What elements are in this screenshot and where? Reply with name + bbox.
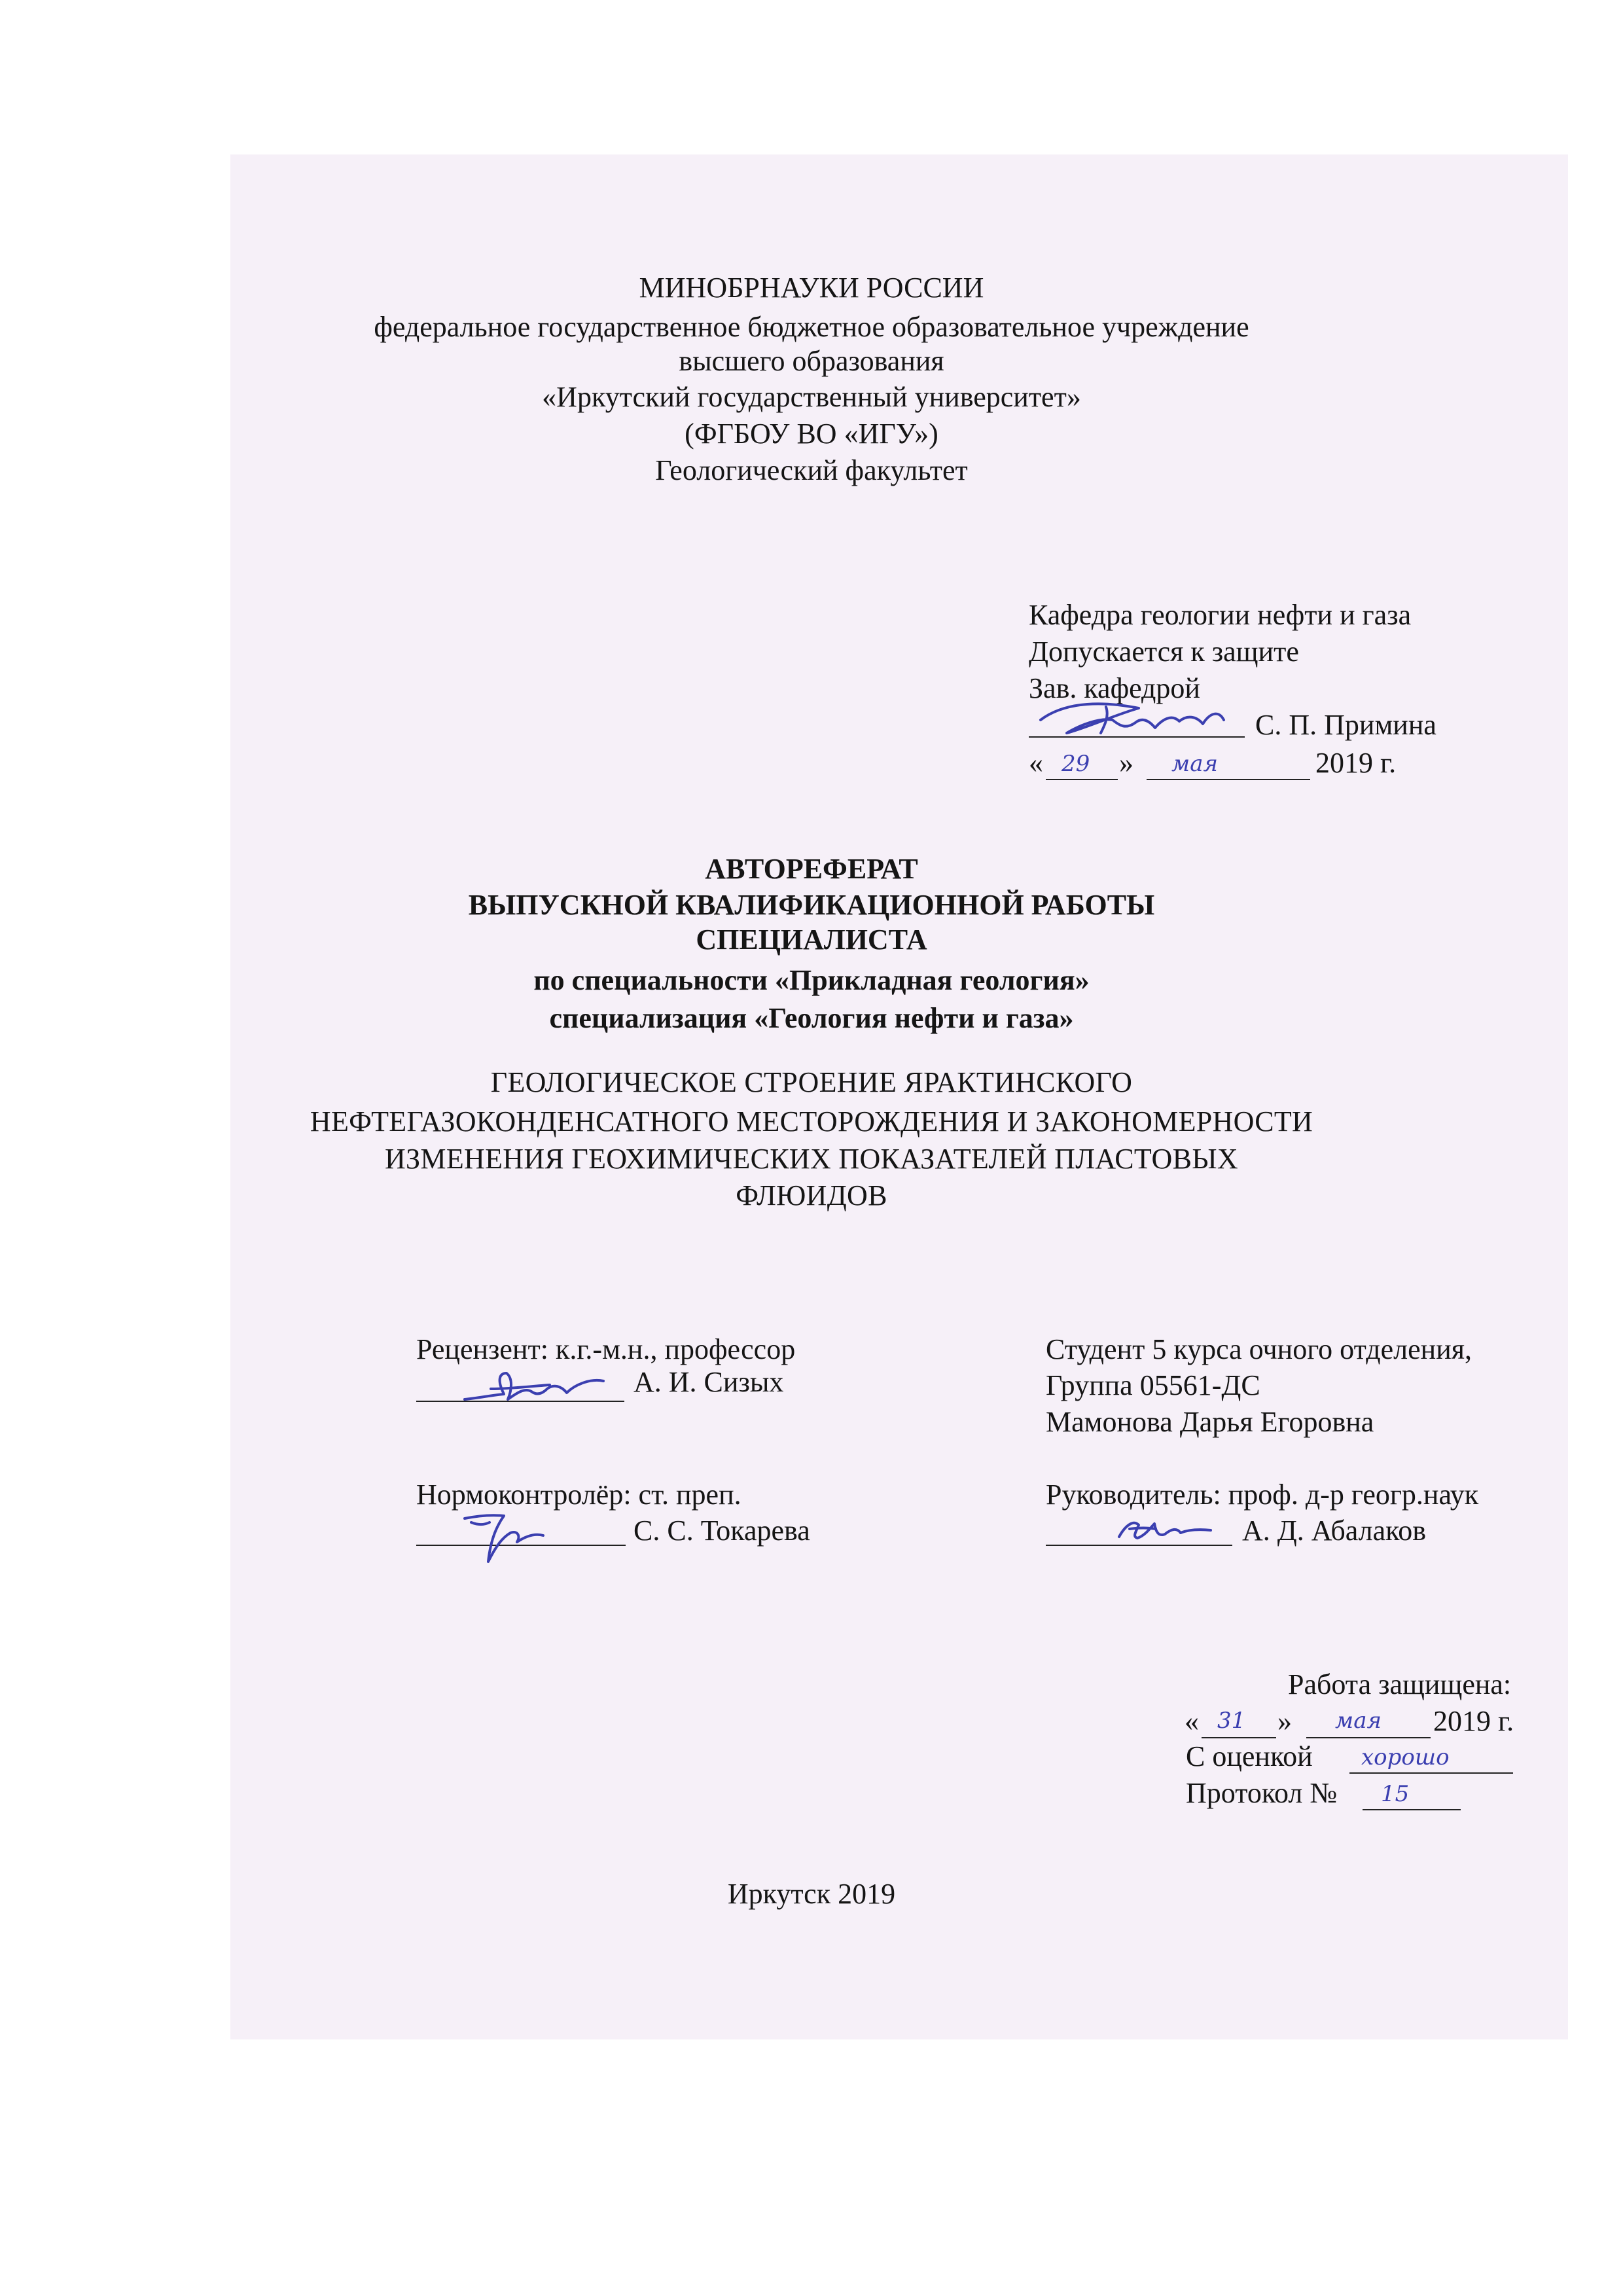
- supervisor-name: А. Д. Абалаков: [1242, 1515, 1427, 1547]
- head-signature-image: [1027, 694, 1250, 746]
- normcontrol-title: Нормоконтролёр: ст. преп.: [416, 1479, 741, 1511]
- title-line-3: СПЕЦИАЛИСТА: [696, 924, 927, 956]
- approval-day-line: [1046, 779, 1118, 780]
- head-name: С. П. Примина: [1255, 709, 1436, 741]
- protocol-line: [1363, 1809, 1461, 1810]
- title-line-2: ВЫПУСКНОЙ КВАЛИФИКАЦИОННОЙ РАБОТЫ: [468, 889, 1155, 921]
- admission-text: Допускается к защите: [1029, 636, 1299, 668]
- supervisor-title: Руководитель: проф. д-р геогр.наук: [1046, 1479, 1479, 1511]
- topic-line-2: НЕФТЕГАЗОКОНДЕНСАТНОГО МЕСТОРОЖДЕНИЯ И ЗАКОНОМЕРНОСТИ: [310, 1105, 1313, 1138]
- topic-line-3: ИЗМЕНЕНИЯ ГЕОХИМИЧЕСКИХ ПОКАЗАТЕЛЕЙ ПЛАСТОВЫХ: [384, 1143, 1238, 1175]
- student-name: Мамонова Дарья Егоровна: [1046, 1406, 1374, 1438]
- reviewer-name: А. И. Сизых: [633, 1366, 784, 1398]
- defense-day-line: [1202, 1737, 1276, 1738]
- university-abbreviation: (ФГБОУ ВО «ИГУ»): [685, 418, 938, 450]
- specialty-line: по специальности «Прикладная геология»: [533, 964, 1090, 996]
- specialization-line: специализация «Геология нефти и газа»: [549, 1002, 1074, 1034]
- defense-date-year: 2019 г.: [1433, 1705, 1514, 1737]
- grade-label: С оценкой: [1186, 1740, 1313, 1772]
- institution-line-2: высшего образования: [679, 345, 944, 377]
- normcontrol-signature-image: [452, 1499, 569, 1571]
- approval-date-day: 29: [1061, 751, 1090, 777]
- normcontrol-name: С. С. Токарева: [633, 1515, 810, 1547]
- grade-value: хорошо: [1361, 1744, 1450, 1770]
- approval-date-open-quote: «: [1029, 747, 1043, 779]
- supervisor-signature-image: [1099, 1505, 1230, 1551]
- reviewer-title: Рецензент: к.г.-м.н., профессор: [416, 1333, 796, 1365]
- approval-date-close-quote: »: [1119, 747, 1133, 779]
- defense-date-close-quote: »: [1277, 1705, 1292, 1737]
- approval-date-year: 2019 г.: [1315, 747, 1397, 779]
- student-course: Студент 5 курса очного отделения,: [1046, 1333, 1472, 1365]
- topic-line-4: ФЛЮИДОВ: [736, 1179, 887, 1211]
- department-name: Кафедра геологии нефти и газа: [1029, 599, 1412, 631]
- document-type-title: АВТОРЕФЕРАТ: [705, 853, 918, 885]
- reviewer-signature-image: [452, 1361, 622, 1414]
- defense-month-line: [1306, 1737, 1431, 1738]
- student-group: Группа 05561-ДС: [1046, 1369, 1260, 1401]
- institution-line-1: федеральное государственное бюджетное образовательное учреждение: [374, 311, 1249, 343]
- university-name: «Иркутский государственный университет»: [542, 381, 1081, 413]
- defense-date-month: мая: [1335, 1708, 1382, 1734]
- defense-date-day: 31: [1217, 1708, 1246, 1734]
- approval-month-line: [1147, 779, 1310, 780]
- city-year: Иркутск 2019: [727, 1878, 896, 1910]
- faculty-name: Геологический факультет: [655, 454, 968, 486]
- topic-line-1: ГЕОЛОГИЧЕСКОЕ СТРОЕНИЕ ЯРАКТИНСКОГО: [490, 1066, 1133, 1098]
- approval-date-month: мая: [1171, 751, 1218, 777]
- protocol-number: 15: [1381, 1781, 1410, 1807]
- defense-label: Работа защищена:: [1288, 1668, 1512, 1700]
- department-head-title: Зав. кафедрой: [1029, 672, 1200, 704]
- defense-date-open-quote: «: [1185, 1705, 1199, 1737]
- grade-line: [1349, 1772, 1513, 1774]
- ministry-heading: МИНОБРНАУКИ РОССИИ: [639, 272, 984, 304]
- protocol-label: Протокол №: [1186, 1777, 1338, 1809]
